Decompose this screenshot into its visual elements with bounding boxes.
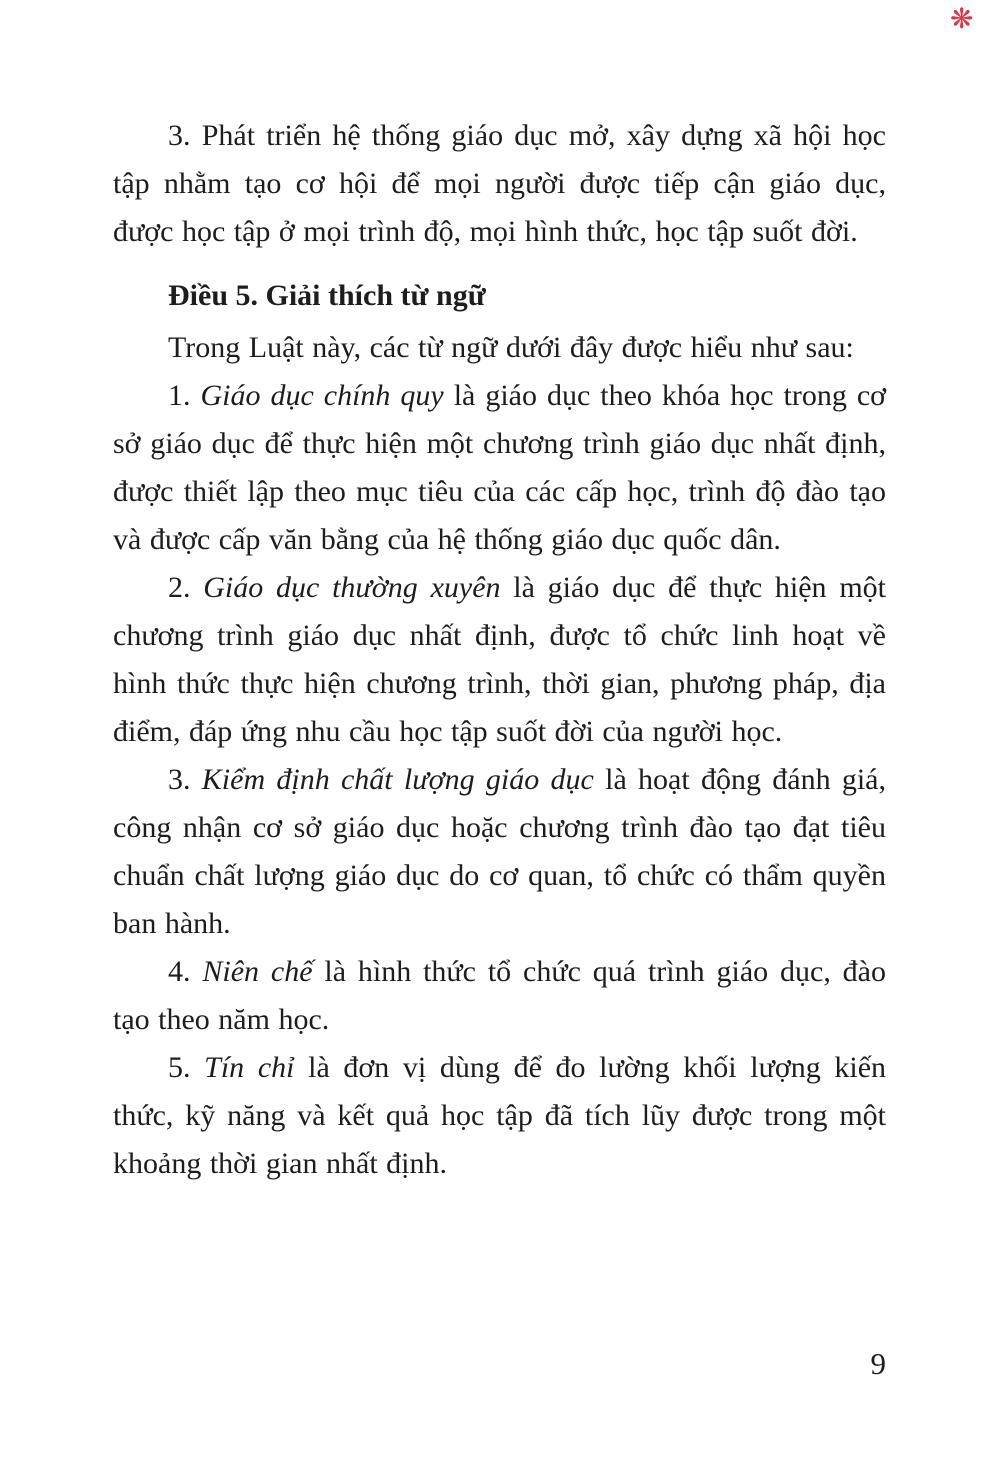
page-number: 9	[870, 1346, 886, 1381]
definition-term: Niên chế	[202, 955, 313, 988]
definition-number: 4.	[168, 955, 203, 988]
definition-text: là đơn vị dùng để đo lường khối lượng kiến thức, kỹ năng và kết quả học tập đã tích lũy được trong một khoảng thời gian nhất định.	[113, 1051, 887, 1180]
definition-item-3	[113, 756, 886, 948]
page-content	[113, 112, 886, 1188]
paragraph-clause-3: 3. Phát triển hệ thống giáo dục mở, xây dựng xã hội học tập nhằm tạo cơ hội để mọi người được tiếp cận giáo dục, được học tập ở mọi trình độ, mọi hình thức, học tập suốt đời.	[113, 119, 886, 248]
definition-number: 2.	[168, 571, 204, 604]
article-5-intro: Trong Luật này, các từ ngữ dưới đây được hiểu như sau:	[168, 331, 854, 364]
definition-term: Tín chỉ	[204, 1051, 295, 1084]
definition-text: là hoạt động đánh giá, công nhận cơ sở giáo dục hoặc chương trình đào tạo đạt tiêu chuẩn chất lượng giáo dục do cơ quan, tổ chức có thẩm quyền ban hành.	[113, 763, 886, 940]
definition-text: là hình thức tổ chức quá trình giáo dục, đào tạo theo năm học.	[113, 955, 886, 1036]
definition-number: 3.	[168, 763, 202, 796]
definition-term: Giáo dục thường xuyên	[203, 571, 501, 604]
definition-term: Giáo dục chính quy	[200, 379, 444, 412]
definition-item-1	[113, 372, 886, 564]
definition-item-5	[113, 1044, 886, 1188]
definition-number: 5.	[168, 1051, 205, 1084]
definition-text: là giáo dục theo khóa học trong cơ sở giáo dục để thực hiện một chương trình giáo dục nhất định, được thiết lập theo mục tiêu của các cấp học, trình độ đào tạo và được cấp văn bằng của hệ thống giáo dục quốc dân.	[113, 379, 886, 556]
flower-ornament-icon: ❋	[950, 2, 974, 35]
article-5-heading: Điều 5. Giải thích từ ngữ	[168, 279, 486, 312]
definition-item-4	[113, 948, 886, 1044]
definition-number: 1.	[168, 379, 201, 412]
definition-item-2	[113, 564, 886, 756]
definition-text: là giáo dục để thực hiện một chương trình giáo dục nhất định, được tổ chức linh hoạt về hình thức thực hiện chương trình, thời gian, phương pháp, địa điểm, đáp ứng nhu cầu học tập suốt đời của người học.	[113, 571, 886, 748]
definition-term: Kiểm định chất lượng giáo dục	[201, 763, 594, 796]
